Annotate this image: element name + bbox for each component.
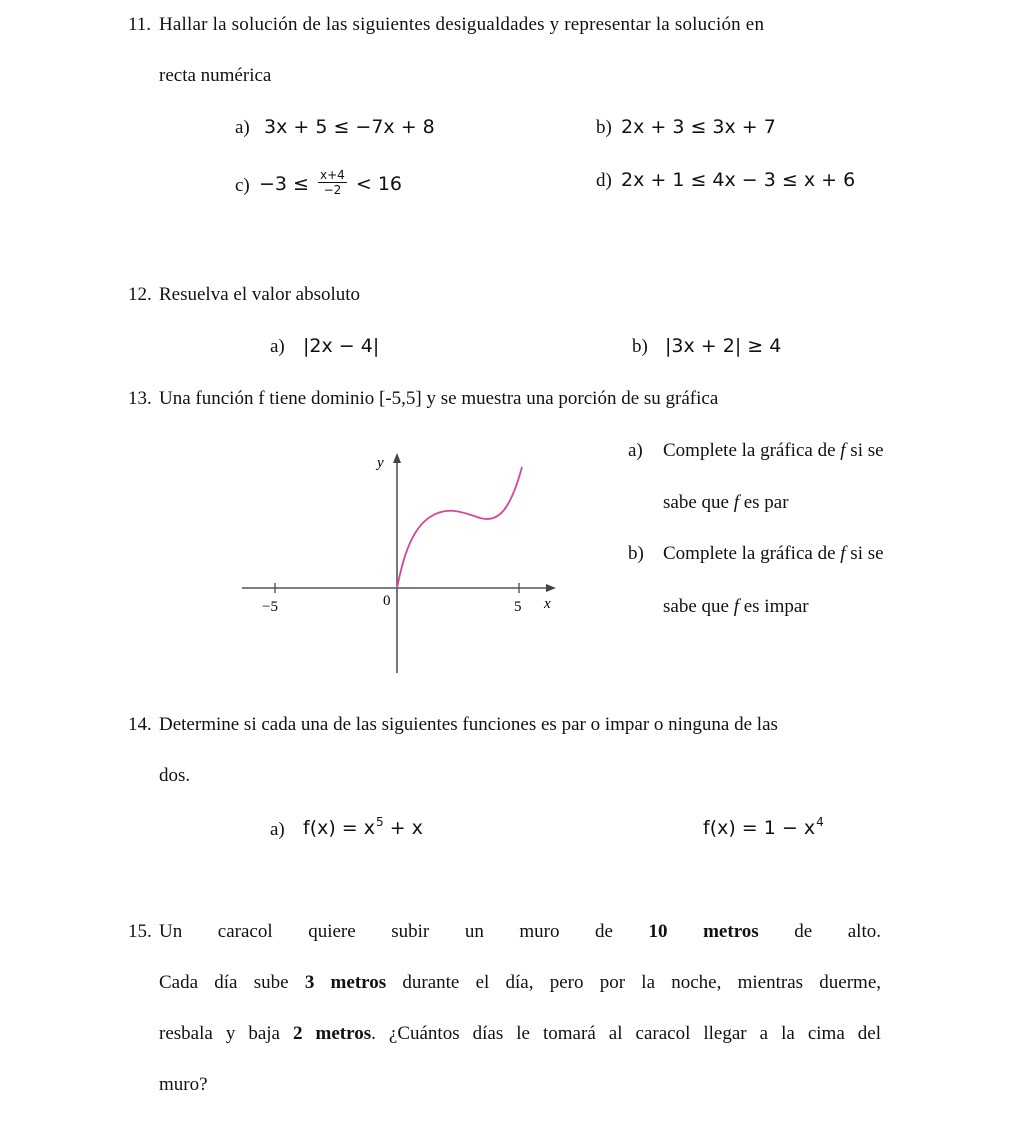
q13-graph [230,445,570,680]
function-curve [397,467,522,588]
q15-line2-bold: 3 metros [304,972,387,993]
q12-b-expression: |3x + 2| ≥ 4 [665,335,782,357]
q13-text: Una función f tiene dominio [-5,5] y se muestra una porción de su gráfica [159,388,719,409]
q12-b-label: b) [632,336,648,357]
x-axis-label: x [544,596,551,612]
tick-label-0: 0 [383,593,391,609]
q11-a-label: a) [235,117,250,138]
q13-a-line1-f: f [840,440,846,461]
q11-c-left: −3 ≤ [259,173,309,195]
q15-word-bold: 10 [648,921,668,942]
q15-word: caracol [217,921,273,942]
q15-line3-post: . ¿Cuántos días le tomará al caracol llegar a la cima del [371,1023,881,1044]
q11-d-expression: 2x + 1 ≤ 4x − 3 ≤ x + 6 [621,169,856,191]
q13-a-line2-end: es par [743,492,789,513]
q11-c-right: < 16 [355,173,402,195]
q13-b-line1-end: si se [850,543,884,564]
q11-c-numerator: x+4 [320,168,345,182]
q11-c-denominator: −2 [323,183,342,197]
q15-line3 [159,1023,881,1045]
q15-line2-pre: Cada día sube [159,972,305,993]
q13-a-line1-end: si se [850,440,884,461]
q11-text-line2: recta numérica [159,65,272,86]
q15-word: de [595,921,613,942]
q13-a-line2-text: sabe que [663,492,729,513]
q12-number: 12. [128,284,152,305]
q13-b-line2 [663,596,809,618]
tick-label-5: 5 [514,599,522,615]
y-axis-arrow [393,453,401,463]
q15-line4: muro? [159,1074,208,1095]
q14-a-base: f(x) = x [303,817,376,839]
q13-a-line1 [663,440,884,462]
q11-c-label: c) [235,175,250,196]
q14-text-line1: Determine si cada una de las siguientes funciones es par o impar o ninguna de las [159,714,778,735]
q13-b-line2-f: f [733,596,739,617]
q13-b-line1 [663,543,884,565]
q15-line1 [159,921,881,943]
q11-b-expression: 2x + 3 ≤ 3x + 7 [621,116,776,138]
q12-text: Resuelva el valor absoluto [159,284,361,305]
q13-b-line1-f: f [840,543,846,564]
q11-number: 11. [128,14,152,35]
q11-d-label: d) [596,170,612,191]
q13-b-line2-end: es impar [743,596,809,617]
q12-a-expression: |2x − 4| [303,335,380,357]
q13-number: 13. [128,388,152,409]
q13-a-line1-text: Complete la gráfica de [663,440,836,461]
q15-line3-bold: 2 metros [293,1023,372,1044]
q15-word: de [794,921,813,942]
q13-b-line1-text: Complete la gráfica de [663,543,836,564]
q14-text-line2: dos. [159,765,191,786]
q14-a-label: a) [270,819,285,840]
q11-b-label: b) [596,117,612,138]
q15-word: alto. [847,921,881,942]
q15-line3-pre: resbala y baja [159,1023,294,1044]
q15-number: 15. [128,921,152,942]
q11-c-expression [259,170,402,199]
q14-a-exponent: 5 [376,815,384,829]
q13-a-line2 [663,492,789,514]
x-axis-arrow [546,584,556,592]
q13-b-label: b) [628,543,644,564]
q15-line2 [159,972,881,994]
q15-word: un [464,921,484,942]
q13-b-line2-text: sabe que [663,596,729,617]
q13-a-line2-f: f [733,492,739,513]
q15-word-bold: metros [703,921,759,942]
q11-a-expression: 3x + 5 ≤ −7x + 8 [264,116,435,138]
q12-a-label: a) [270,336,285,357]
q15-line2-post: durante el día, pero por la noche, mientras duerme, [386,972,881,993]
q15-word: quiere [308,921,356,942]
q11-c-fraction [318,168,347,197]
tick-label-neg5: −5 [262,599,278,615]
q11-text-line1: Hallar la solución de las siguientes desigualdades y representar la solución en [159,14,765,35]
q14-a-tail: + x [383,817,423,839]
q14-b-base: f(x) = 1 − x [703,817,816,839]
q14-b-expression [703,817,824,839]
q14-number: 14. [128,714,152,735]
y-axis-label: y [377,455,384,471]
q13-a-label: a) [628,440,643,461]
q15-word: Un [159,921,183,942]
q15-word: subir [391,921,430,942]
q14-a-expression [303,817,423,839]
q14-b-exponent: 4 [816,815,824,829]
q15-word: muro [519,921,560,942]
